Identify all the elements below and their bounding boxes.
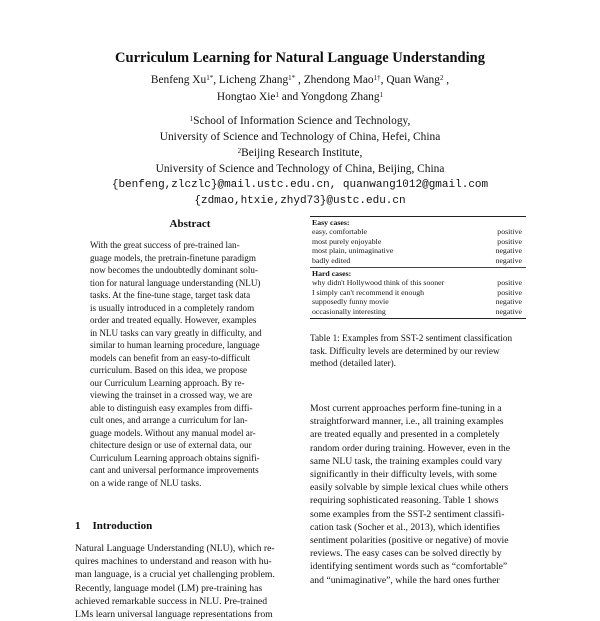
emails-line-1: {benfeng,zlczlc}@mail.ustc.edu.cn, quanwang1012@gmail.com	[111, 179, 489, 191]
intro-line: achieved remarkable success in NLU. Pre-trained	[75, 595, 268, 607]
abstract-line: our Curriculum Learning approach. By re-	[90, 377, 245, 388]
section-title: Introduction	[92, 520, 153, 532]
author-hongtao-xie: Hongtao Xie$^1$	[216, 91, 279, 103]
abstract-heading: Abstract	[169, 218, 211, 230]
table-row: supposedly funny movie negative	[312, 297, 522, 307]
abstract-line: models can benefit from an easy-to-difficult	[90, 352, 251, 363]
body-line: same NLU task, the training examples could vary	[310, 455, 503, 467]
table-row: badly edited negative	[312, 255, 522, 265]
body-line: some examples from the SST-2 sentiment classifi-	[310, 508, 505, 520]
abstract-line: guage models, the pretrain-finetune paradigm	[90, 252, 256, 263]
abstract-line: in NLU tasks can vary greatly in difficulty, and	[90, 327, 262, 338]
abstract-line: able to distinguish easy examples from diffi-	[90, 402, 253, 413]
table-row: why didn't Hollywood think of this sooner positive	[312, 278, 522, 288]
table-row: occasionally interesting negative	[312, 306, 522, 316]
table-sst2-examples	[310, 216, 526, 319]
caption-line: task. Difficulty levels are determined by our review	[310, 345, 500, 356]
table-easy-heading: Easy cases:	[312, 218, 350, 227]
author-benfeng-xu: Benfeng $Xu^{1*}$	[150, 74, 214, 86]
abstract-line: Curriculum Learning approach obtains signifi-	[90, 452, 260, 463]
body-line: and “unimaginative”, while the hard ones further	[310, 574, 500, 586]
intro-line: LMs learn universal language representations from	[75, 609, 273, 621]
emails-line-2: {zdmao,htxie,zhyd73}@ustc.edu.cn	[194, 195, 406, 207]
body-line: random order during training. However, even in the	[310, 442, 511, 454]
body-line: Most current approaches perform fine-tuning in a	[310, 403, 502, 414]
affiliation-university-1: University of Science and Technology of China, Hefei, China	[159, 131, 441, 143]
body-line: cation task (Socher et al., 2013), which identifies	[310, 521, 500, 533]
authors-line-2	[0, 89, 600, 106]
caption-line: Table 1: Examples from SST-2 sentiment classification	[310, 333, 513, 343]
intro-line: Recently, language model (LM) pre-training has	[75, 582, 263, 594]
intro-line: Natural Language Understanding (NLU), which re-	[75, 543, 275, 554]
body-line: identifying sentiment words such as “comfortable”	[310, 561, 508, 573]
table-caption	[310, 332, 526, 370]
affiliation-school: $^1$School of Information Science and Technology,	[189, 115, 411, 127]
body-line: sentiment polarities (positive or negative) of movie	[310, 535, 509, 547]
table-row: most purely enjoyable positive	[312, 236, 522, 246]
intro-line: quires machines to understand and reason with hu-	[75, 556, 272, 568]
abstract-line: viewing the trainset in a crossed way, we are	[90, 390, 253, 400]
table-row: most plain, unimaginative negative	[312, 246, 522, 256]
abstract-line: guage models. Without any manual model ar-	[90, 427, 256, 438]
table-bottom-rule	[310, 318, 526, 319]
intro-line: man language, is a crucial yet challenging problem.	[75, 569, 275, 581]
body-line: requiring sophisticated reasoning. Table 1 shows	[310, 495, 499, 507]
body-line: reviews. The easy cases can be solved directly by	[310, 548, 502, 560]
abstract-line: similar to human learning procedure, language	[90, 340, 260, 350]
section-heading-introduction	[75, 520, 164, 532]
abstract-body	[90, 239, 290, 489]
author-zhendong-mao: , Zhendong Mao$^{1\dagger}$	[295, 74, 381, 86]
abstract-line: is usually introduced in a completely random	[90, 302, 255, 313]
author-quan-wang: , Quan Wang$^2$	[380, 74, 444, 86]
paper-title: Curriculum Learning for Natural Language Understanding	[115, 50, 485, 66]
caption-line: method (detailed later).	[310, 358, 396, 369]
author-separator: ,	[443, 74, 450, 86]
affiliation-institute: $^2$Beijing Research Institute,	[237, 147, 363, 159]
body-line: are treated equally and presented in a completely	[310, 429, 500, 441]
author-yongdong-zhang: and Yongdong Zhang$^1$	[278, 91, 384, 103]
abstract-line: With the great success of pre-trained lan-	[90, 240, 240, 250]
table-hard-heading: Hard cases:	[312, 269, 352, 279]
body-line: easily solvable by simple lexical clues while others	[310, 482, 509, 494]
affiliation-university-2: University of Science and Technology of China, Beijing, China	[155, 163, 445, 175]
abstract-line: cant and universal performance improvements	[90, 465, 259, 475]
table-row: easy, comfortable positive	[312, 227, 522, 237]
body-line: straightforward manner, i.e., all training examples	[310, 416, 504, 428]
abstract-line: cult ones, and arrange a curriculum for lan-	[90, 415, 248, 425]
body-line: significantly in their difficulty levels, with some	[310, 469, 497, 481]
introduction-body	[75, 542, 305, 621]
authors-line-1	[0, 72, 600, 89]
abstract-line: on a wide range of NLU tasks.	[90, 477, 202, 488]
abstract-line: now becomes the undoubtedly dominant solu-	[90, 265, 258, 275]
abstract-line: curriculum. Based on this idea, we propose	[90, 365, 248, 375]
abstract-line: order and treated equally. However, examples	[90, 315, 257, 325]
table-row: I simply can't recommend it enough positive	[312, 287, 522, 297]
section-number: 1	[75, 520, 81, 532]
right-column-body	[310, 402, 526, 587]
abstract-line: chitecture design or use of external data, our	[90, 440, 252, 450]
abstract-line: tion for natural language understanding (NLU)	[90, 277, 261, 288]
abstract-line: tasks. At the fine-tune stage, target task data	[90, 290, 251, 300]
author-licheng-zhang: , Licheng Zhang$^{1*}$	[213, 74, 296, 86]
